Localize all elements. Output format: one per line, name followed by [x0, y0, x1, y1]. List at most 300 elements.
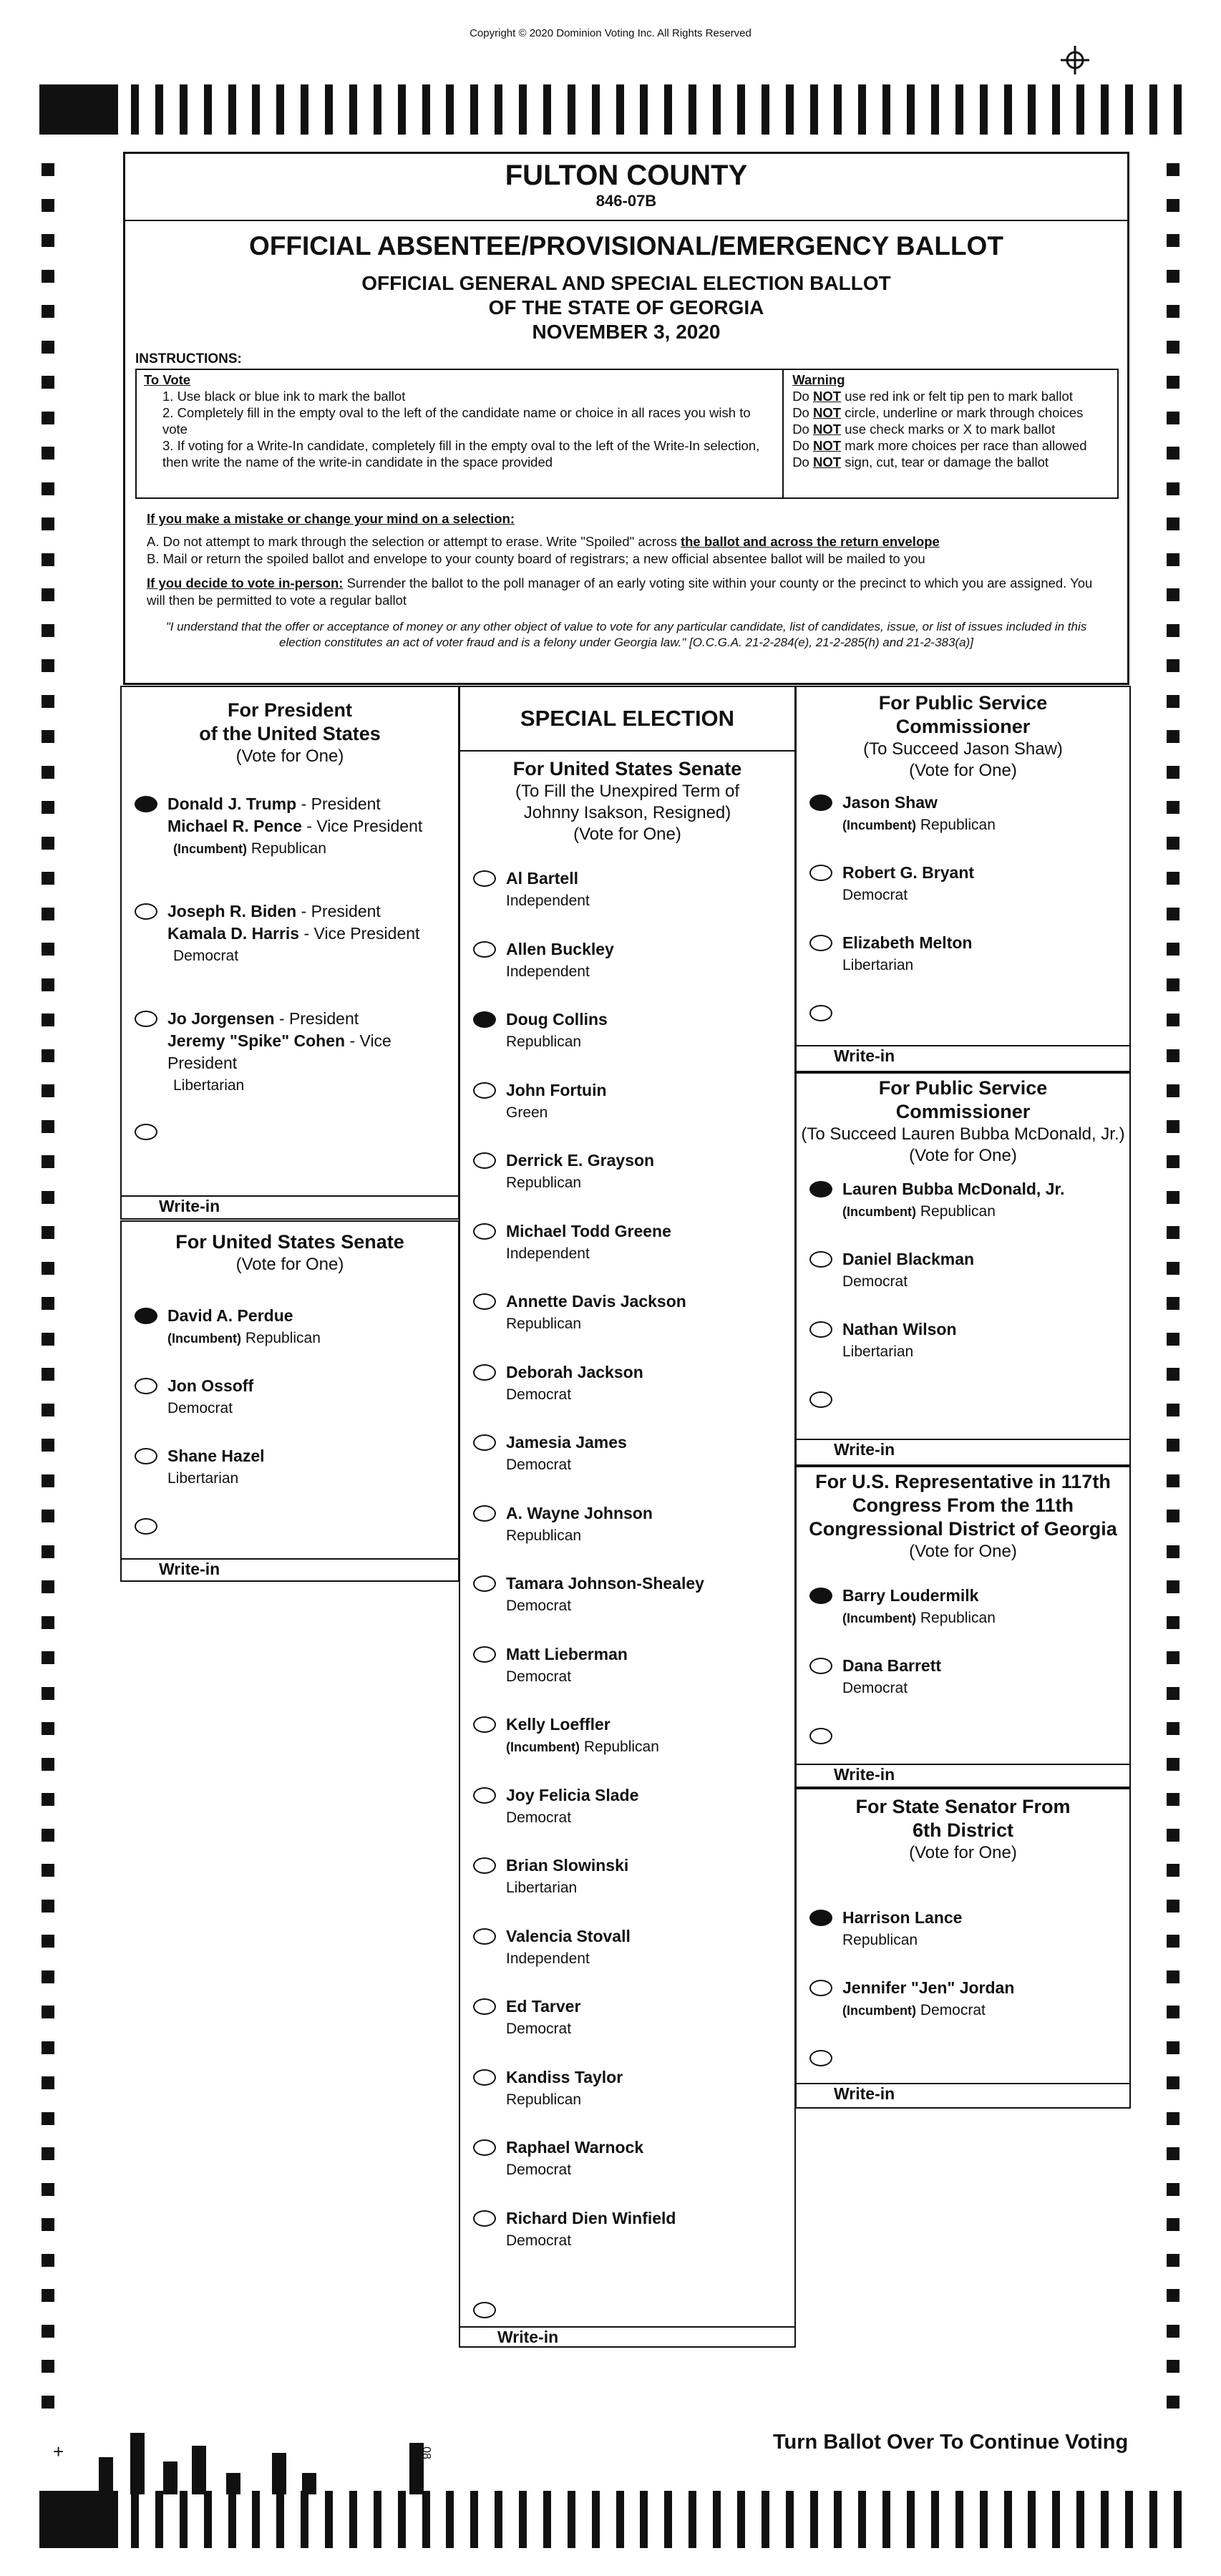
vote-oval[interactable] [809, 1251, 832, 1268]
party-line [506, 1243, 671, 1265]
candidate-option[interactable] [473, 1855, 628, 1899]
vote-oval[interactable] [473, 2302, 496, 2318]
candidate-name: Al Bartell [506, 869, 578, 888]
timing-mark [42, 1829, 54, 1842]
timing-mark [640, 84, 648, 135]
timing-mark [713, 2491, 721, 2548]
timing-mark [228, 84, 236, 135]
candidate-text [842, 1318, 957, 1363]
timing-mark [931, 84, 939, 135]
candidate-name: Matt Lieberman [506, 1644, 628, 1663]
party-line [506, 1172, 654, 1194]
candidate-text [842, 1248, 974, 1293]
vote-oval[interactable] [809, 1980, 832, 1996]
candidate-name: Tamara Johnson-Shealey [506, 1574, 704, 1593]
party-line [842, 1999, 1014, 2022]
candidate-option[interactable] [473, 1220, 671, 1265]
race-title: Congress From the 11th [852, 1494, 1074, 1516]
vote-oval[interactable] [135, 796, 157, 812]
race-instruction: (Vote for One) [235, 747, 344, 766]
candidate-option[interactable] [473, 1008, 608, 1053]
race-header [797, 1789, 1129, 1864]
vote-oval[interactable] [473, 1223, 496, 1240]
candidate-role: - President [296, 794, 381, 813]
candidate-text [842, 1907, 962, 1951]
candidate-name: Barry Loudermilk [842, 1586, 979, 1605]
vote-oval[interactable] [473, 941, 496, 958]
candidate-role: - President [296, 902, 381, 920]
timing-mark [374, 84, 381, 135]
timing-mark [42, 199, 54, 212]
candidate-option[interactable] [473, 1925, 631, 1970]
candidate-option[interactable] [135, 793, 422, 860]
vote-oval[interactable] [473, 870, 496, 887]
vote-oval[interactable] [473, 2069, 496, 2086]
timing-mark [42, 2112, 54, 2125]
candidate-name: Richard Dien Winfield [506, 2208, 676, 2227]
candidate-name: Donald J. Trump [167, 794, 297, 813]
race-instruction: Johnny Isakson, Resigned) [523, 803, 731, 822]
ballot-title: OFFICIAL ABSENTEE/PROVISIONAL/EMERGENCY BALLOT [249, 231, 1003, 261]
timing-mark [42, 1014, 54, 1026]
timing-mark [42, 1935, 54, 1948]
timing-mark [1167, 766, 1179, 779]
timing-mark [42, 943, 54, 956]
write-in-label: Write-in [159, 1560, 220, 1578]
timing-mark [155, 84, 163, 135]
candidate-name: Annette Davis Jackson [506, 1292, 686, 1311]
candidate-name-line [506, 1008, 608, 1031]
vote-oval[interactable] [809, 1391, 832, 1408]
candidate-option[interactable] [809, 1178, 1065, 1223]
incumbent-tag: (Incumbent) [842, 1205, 916, 1219]
party-name: Republican [506, 1034, 582, 1050]
party-line [842, 1677, 941, 1699]
candidate-name: John Fortuin [506, 1080, 607, 1099]
timing-mark [42, 517, 54, 530]
timing-mark [1167, 1049, 1179, 1062]
timing-mark [1167, 1687, 1179, 1700]
candidate-option[interactable] [473, 1573, 704, 1617]
timing-mark [1125, 2491, 1133, 2548]
running-mate-role: - Vice President [167, 1031, 391, 1072]
candidate-name: Kelly Loeffler [506, 1715, 610, 1734]
vote-oval[interactable] [135, 1308, 157, 1324]
timing-mark [42, 163, 54, 176]
timing-mark [349, 2491, 357, 2548]
vote-oval[interactable] [473, 1787, 496, 1804]
timing-mark [42, 305, 54, 318]
timing-mark [446, 2491, 454, 2548]
running-mate-name: Michael R. Pence [167, 817, 302, 835]
timing-mark [1167, 447, 1179, 460]
candidate-option[interactable] [473, 1784, 638, 1829]
timing-mark [42, 2396, 54, 2409]
vote-oval[interactable] [135, 1124, 157, 1140]
candidate-name-line [506, 938, 614, 961]
timing-mark [1167, 1935, 1179, 1948]
timing-mark [1167, 1014, 1179, 1026]
candidate-name: Harrison Lance [842, 1908, 963, 1927]
vote-oval[interactable] [473, 1011, 496, 1028]
vote-oval[interactable] [473, 1293, 496, 1310]
candidate-text [506, 1573, 704, 1617]
vote-oval[interactable] [473, 2210, 496, 2227]
candidate-option[interactable] [809, 932, 972, 976]
vote-oval[interactable] [473, 1152, 496, 1169]
candidate-option[interactable] [809, 862, 974, 906]
timing-mark [1167, 553, 1179, 566]
timing-mark [1004, 2491, 1012, 2548]
vote-oval[interactable] [473, 1364, 496, 1381]
party-line [506, 2230, 676, 2252]
candidate-name-line [167, 1305, 321, 1327]
timing-mark [810, 84, 818, 135]
candidate-option[interactable] [473, 1502, 653, 1547]
party-line [506, 1736, 659, 1759]
vote-oval[interactable] [135, 1518, 157, 1535]
party-line [506, 1595, 704, 1617]
race-instruction: (To Fill the Unexpired Term of [515, 782, 739, 801]
timing-mark [42, 1049, 54, 1062]
candidate-option[interactable] [473, 938, 614, 983]
candidate-option[interactable] [473, 1361, 643, 1406]
vote-oval[interactable] [809, 2050, 832, 2066]
vote-oval[interactable] [473, 1716, 496, 1733]
candidate-name: Elizabeth Melton [842, 933, 973, 952]
timing-mark [42, 234, 54, 247]
timing-mark [1167, 1439, 1179, 1452]
warning-prefix: Do [792, 422, 809, 437]
timing-mark [1167, 2396, 1179, 2409]
candidate-option[interactable] [809, 1907, 962, 1951]
candidate-text [506, 1432, 627, 1476]
race-title: For United States Senate [512, 758, 742, 779]
candidate-option[interactable] [473, 2137, 643, 2181]
timing-mark [1167, 305, 1179, 318]
timing-mark [131, 84, 139, 135]
candidate-name-line [842, 792, 996, 814]
candidate-name: Kandiss Taylor [506, 2067, 623, 2086]
party-name: Republican [583, 1739, 659, 1755]
candidate-option[interactable] [135, 1375, 253, 1419]
timing-mark [42, 1510, 54, 1522]
candidate-option[interactable] [473, 1643, 628, 1688]
timing-mark [1101, 2491, 1109, 2548]
candidate-name-line [842, 1585, 996, 1607]
warning-not: NOT [812, 455, 842, 470]
timing-mark [42, 1120, 54, 1133]
mistake-instructions: If you make a mistake or change your mind on a selection: A. Do not attempt to mark through the selection or attempt to erase. Write "Spoiled" across the ballot and across the return envelope B. Mail or return the spoiled ballot and envelope to your county board of registrars; a new official absentee ballot will be mailed to you If you decide to vote in-person: Surrender the ballot to the poll manager of an early voting site within your county or the precinct to which you are assigned. You will then be permitted to vote a regular ballot [147, 511, 1093, 608]
warning-not: NOT [812, 438, 842, 453]
race-title: For State Senator From [855, 1796, 1071, 1817]
race-us-house-11 [795, 1466, 1131, 1788]
timing-mark [955, 2491, 963, 2548]
timing-mark [42, 376, 54, 389]
timing-mark [42, 1900, 54, 1912]
warning-not: NOT [812, 422, 842, 437]
timing-mark [1167, 1262, 1179, 1275]
timing-mark [42, 1793, 54, 1806]
warning-prefix: Do [792, 455, 809, 470]
vote-oval[interactable] [809, 1005, 832, 1021]
warning-not: NOT [812, 389, 842, 404]
candidate-option[interactable] [135, 900, 419, 967]
candidate-option[interactable] [809, 1655, 941, 1699]
candidate-name-line [506, 1855, 628, 1877]
timing-mark [1167, 872, 1179, 885]
vote-oval[interactable] [473, 2139, 496, 2156]
candidate-text [506, 1784, 638, 1829]
warning-item [792, 437, 1109, 454]
turn-ballot-over-note: Turn Ballot Over To Continue Voting [773, 2431, 1129, 2454]
timing-mark [42, 872, 54, 885]
timing-mark [1167, 482, 1179, 495]
vote-oval[interactable] [809, 1321, 832, 1338]
timing-mark [398, 84, 406, 135]
timing-mark [42, 1262, 54, 1275]
vote-oval[interactable] [473, 1646, 496, 1663]
party-line [167, 1327, 321, 1350]
timing-mark [1149, 2491, 1157, 2548]
party-line [506, 1102, 607, 1124]
timing-mark [42, 2147, 54, 2160]
candidate-text [506, 1291, 686, 1335]
candidate-option[interactable] [135, 1305, 321, 1350]
timing-mark [42, 1864, 54, 1877]
timing-mark [42, 553, 54, 566]
timing-mark [664, 2491, 672, 2548]
ballot-subtitle: OFFICIAL GENERAL AND SPECIAL ELECTION BALLOT OF THE STATE OF GEORGIA NOVEMBER 3, 2020 [361, 272, 891, 343]
timing-mark [931, 2491, 939, 2548]
candidate-option[interactable] [135, 1445, 265, 1489]
candidate-name: Jason Shaw [842, 793, 938, 812]
candidate-name-line [842, 1178, 1065, 1200]
party-name: Democrat [506, 1668, 572, 1685]
vote-oval[interactable] [473, 1082, 496, 1099]
timing-mark [1167, 2041, 1179, 2054]
candidate-name: Robert G. Bryant [842, 863, 975, 882]
timing-mark [495, 2491, 502, 2548]
timing-mark [1052, 2491, 1060, 2548]
vote-oval[interactable] [809, 1588, 832, 1604]
party-line [842, 884, 974, 906]
timing-mark [1167, 1545, 1179, 1558]
vote-oval[interactable] [135, 903, 157, 920]
warning-prefix: Do [792, 405, 809, 420]
candidate-option[interactable] [473, 2207, 676, 2252]
vote-oval[interactable] [809, 794, 832, 811]
left-timing-marks [42, 0, 54, 2576]
timing-mark [664, 84, 672, 135]
candidate-name: Jamesia James [506, 1433, 627, 1452]
running-mate-role: - Vice President [301, 817, 423, 835]
candidate-option[interactable] [473, 1079, 607, 1124]
timing-mark [1167, 1474, 1179, 1487]
candidate-text [506, 1643, 628, 1688]
timing-mark [543, 84, 551, 135]
candidate-text [167, 1008, 458, 1097]
timing-mark [42, 447, 54, 460]
race-title: For U.S. Representative in 117th [815, 1471, 1111, 1492]
vote-oval[interactable] [809, 1181, 832, 1197]
timing-mark [301, 2491, 308, 2548]
vote-oval[interactable] [473, 1998, 496, 2015]
vote-oval[interactable] [809, 865, 832, 881]
timing-mark [1167, 659, 1179, 672]
candidate-text [842, 932, 972, 976]
timing-mark [1167, 2254, 1179, 2267]
candidate-text [842, 792, 996, 837]
top-timing-marks [39, 84, 1182, 135]
timing-mark [42, 2006, 54, 2018]
timing-mark [1174, 2491, 1182, 2548]
warning-prefix: Do [792, 389, 809, 404]
timing-mark [1167, 1333, 1179, 1346]
timing-mark [42, 1651, 54, 1664]
race-special-senate [459, 686, 796, 2348]
warning-text: use red ink or felt tip pen to mark ballot [845, 389, 1073, 404]
bottom-timing-marks [39, 2491, 1182, 2548]
timing-mark [1167, 1155, 1179, 1168]
party-name: Republican [506, 1175, 582, 1191]
timing-mark [1167, 270, 1179, 283]
party-name: Democrat [842, 1680, 908, 1696]
timing-mark [42, 1687, 54, 1700]
candidate-option[interactable] [809, 1318, 957, 1363]
candidate-option[interactable] [809, 1585, 996, 1630]
candidate-name: Allen Buckley [506, 939, 614, 958]
party-name: Republican [506, 1527, 582, 1544]
candidate-option[interactable] [473, 1432, 627, 1476]
timing-mark [374, 2491, 381, 2548]
party-line [506, 890, 590, 912]
vote-oval[interactable] [135, 1011, 157, 1027]
ballot-code: 846-07B [595, 192, 657, 210]
vote-oval[interactable] [809, 1728, 832, 1744]
vote-oval[interactable] [473, 1434, 496, 1451]
candidate-name: Dana Barrett [842, 1656, 942, 1675]
party-name: Democrat [506, 2021, 572, 2037]
vote-oval[interactable] [135, 1378, 157, 1394]
candidate-option[interactable] [473, 1714, 659, 1759]
timing-mark [1167, 1297, 1179, 1310]
candidate-name-line [842, 1907, 962, 1929]
party-name: Democrat [842, 887, 908, 903]
vote-oval[interactable] [473, 1575, 496, 1592]
timing-mark [737, 2491, 745, 2548]
timing-mark [1167, 2147, 1179, 2160]
party-line [167, 1467, 265, 1489]
warning-item [792, 454, 1109, 470]
timing-mark [1101, 84, 1109, 135]
race-instruction: (Vote for One) [235, 1255, 344, 1274]
warning-item [792, 421, 1109, 437]
vote-oval[interactable] [135, 1448, 157, 1464]
party-line [842, 1200, 1065, 1223]
candidate-name-line [842, 1248, 974, 1270]
candidate-name-line [506, 2066, 623, 2089]
party-name: Independent [506, 1950, 590, 1967]
candidate-name-line [506, 1291, 686, 1313]
running-mate-name: Kamala D. Harris [167, 924, 300, 943]
party-name: Independent [506, 1245, 590, 1262]
timing-mark [470, 84, 478, 135]
timing-mark [810, 2491, 818, 2548]
timing-mark [42, 1545, 54, 1558]
candidate-name-line [506, 867, 590, 890]
vote-oval[interactable] [473, 1857, 496, 1874]
candidate-option[interactable] [473, 1291, 686, 1335]
timing-mark [1167, 1651, 1179, 1664]
candidate-option[interactable] [473, 2066, 623, 2111]
vote-oval[interactable] [473, 1505, 496, 1522]
candidate-text [842, 1178, 1065, 1223]
party-line [173, 837, 422, 860]
timing-mark [1076, 84, 1084, 135]
timing-mark [42, 1226, 54, 1239]
candidate-option[interactable] [473, 1150, 654, 1194]
race-header [797, 687, 1129, 782]
timing-mark [1167, 588, 1179, 601]
timing-mark [1167, 376, 1179, 389]
candidate-name-line [167, 1008, 458, 1030]
candidate-option[interactable] [809, 792, 996, 837]
timing-mark [42, 908, 54, 920]
party-name: Republican [920, 817, 996, 833]
timing-mark [398, 2491, 406, 2548]
candidate-name-line [842, 1977, 1014, 1999]
timing-mark [42, 1368, 54, 1381]
candidate-option[interactable] [809, 1248, 974, 1293]
party-name: Republican [920, 1610, 996, 1626]
timing-mark [42, 766, 54, 779]
party-name: Republican [245, 1330, 321, 1346]
timing-mark [1052, 84, 1060, 135]
party-line [842, 1607, 996, 1630]
warning-instructions: Warning Do NOT use red ink or felt tip pen to mark ballot Do NOT circle, underline or mark through choices Do NOT use check marks or X to mark ballot Do NOT mark more choices per race than allowed Do NOT sign, cut, tear or damage the ballot [784, 370, 1117, 497]
candidate-text [506, 1502, 653, 1547]
timing-mark [42, 1191, 54, 1204]
timing-mark [1167, 1084, 1179, 1097]
race-title: Commissioner [895, 716, 1031, 737]
timing-mark [42, 2041, 54, 2054]
timing-mark [1167, 341, 1179, 354]
candidate-name-line [842, 932, 972, 954]
candidate-option[interactable] [473, 1996, 580, 2040]
candidate-text [167, 1375, 253, 1419]
timing-mark [568, 2491, 575, 2548]
candidate-name-line [167, 793, 422, 815]
timing-mark [1028, 84, 1036, 135]
running-mate-line [167, 923, 419, 945]
candidate-option[interactable] [473, 867, 590, 912]
vote-oval[interactable] [809, 1910, 832, 1926]
candidate-name: Derrick E. Grayson [506, 1151, 655, 1170]
write-in-label: Write-in [159, 1197, 220, 1215]
candidate-name-line [506, 1714, 659, 1736]
timing-mark [543, 2491, 551, 2548]
vote-oval[interactable] [809, 1658, 832, 1674]
candidate-option[interactable] [135, 1008, 458, 1097]
candidate-name: Deborah Jackson [506, 1362, 643, 1381]
vote-oval[interactable] [473, 1928, 496, 1945]
candidate-option[interactable] [809, 1977, 1014, 2022]
timing-mark [1167, 1510, 1179, 1522]
party-name: Democrat [506, 2162, 572, 2178]
timing-mark [42, 837, 54, 850]
vote-oval[interactable] [809, 935, 832, 951]
